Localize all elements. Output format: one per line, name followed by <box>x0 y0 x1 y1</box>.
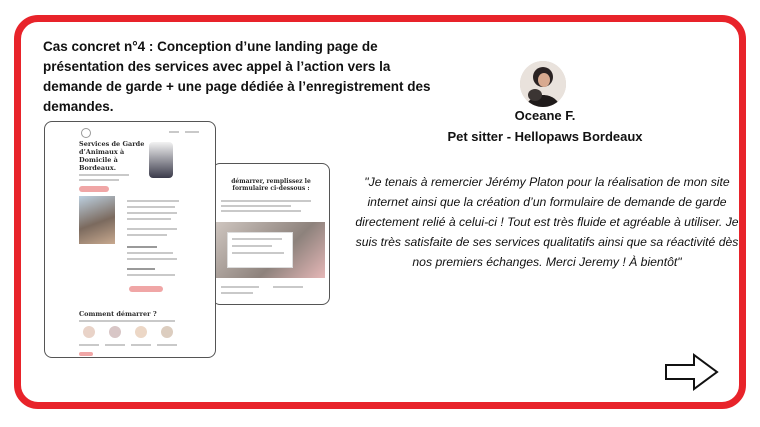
landing-photo <box>79 196 115 244</box>
testimonial-quote: "Je tenais à remercier Jérémy Platon pour la réalisation de mon site internet ainsi que la création d’un formulaire de demande de garde directement relié à celui-ci ! Tout est très fluide et agréable à utiliser. Je suis très satisfaite de ses services qualitatifs ainsi que sa réactivité dès nos premiers échanges. Merci Jeremy ! À bientôt" <box>355 175 739 269</box>
testimonial-role: Pet sitter - Hellopaws Bordeaux <box>447 129 643 144</box>
testimonial-avatar <box>520 61 566 107</box>
testimonial-name: Oceane F. <box>514 108 576 123</box>
step-illustration <box>161 326 173 338</box>
case-study-headline: Cas concret n°4 : Conception d’une landing page de présentation des services avec appel à l’action vers la demande de garde + une page dédiée à l’enregistrement des demandes. <box>43 39 431 114</box>
landing-page-mockup <box>44 121 216 358</box>
form-page-mockup <box>212 163 330 305</box>
step-illustration <box>109 326 121 338</box>
right-arrow-icon[interactable] <box>664 352 720 392</box>
form-card <box>227 232 293 268</box>
step-illustration <box>83 326 95 338</box>
logo-icon <box>81 128 91 138</box>
step-illustration <box>135 326 147 338</box>
hero-avatar <box>149 142 173 178</box>
landing-title: Services de Garde d’Animaux à Domicile à Bordeaux. <box>79 140 145 172</box>
cta-button-secondary[interactable] <box>129 286 163 292</box>
landing-section-title: Comment démarrer ? <box>79 310 157 318</box>
cta-button[interactable] <box>79 186 109 192</box>
form-page-title: démarrer, remplissez le formulaire ci-dessous : <box>231 178 311 192</box>
